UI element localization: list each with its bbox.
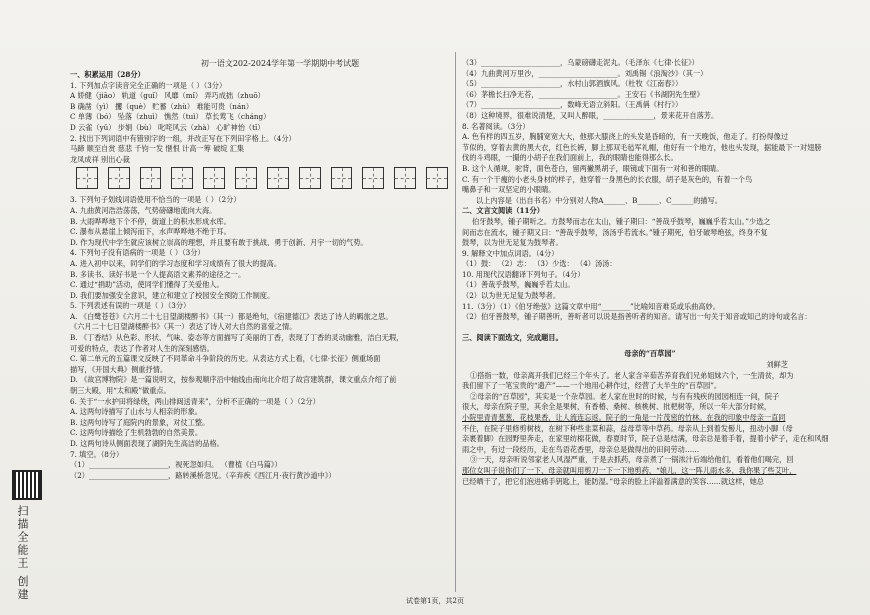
passage-line: A. 色有样的四五岁，胸脯宽宽大大，他那大膝浇上的头发是昏暗的，有一天晚饭，他走了。打扮得像过 bbox=[462, 132, 789, 142]
essay-paragraph: ①搭指一数，母亲离开我们已经三个年头了。老人家含辛茹苦养育我们兄弟姐妹六个，一生清贫，却为 bbox=[470, 370, 794, 380]
option-d: D. 这两句诗从侧面表现了湖阴先生高洁的品格。 bbox=[70, 439, 224, 448]
option-b-cont: 可爱的特点，表达了作者对人生的深刻感悟。 bbox=[70, 343, 214, 353]
option-d-cont: 朝三大殿，用“太和殿”做重点。 bbox=[70, 386, 171, 396]
essay-paragraph: 小院里青青葱葱，花枝果香，让人流连忘返。院子的一角是一片茂密的竹林。在我的印象中母亲一直同 bbox=[462, 413, 786, 422]
grid-cell[interactable] bbox=[331, 167, 353, 189]
section-heading: 二、文言文阅读（11分） bbox=[462, 206, 544, 216]
question-3: 3. 下列句子划线词语使用不恰当的一项是（ ）（2分） bbox=[70, 195, 241, 205]
scanner-watermark: 扫描全能王 创建 bbox=[16, 505, 29, 602]
option-a: A. 这两句诗描写了山水与人相亲的形象。 bbox=[70, 407, 202, 417]
question-2: 2. 找出下列词语中有错别字的一组，并改正写在下列田字格上。（4分） bbox=[70, 133, 296, 143]
right-column bbox=[462, 58, 838, 487]
question-5: 5. 下列表述有误的一项是（ ）（3分） bbox=[70, 301, 191, 311]
fill-blank[interactable]: （4）九曲黄河万里沙，______________________。刘禹锡《浪淘沙》（其一） bbox=[462, 68, 708, 78]
classical-text: 鼓琴，以为世无足复为鼓琴者。 bbox=[462, 238, 563, 248]
question-10: 10. 用现代汉语翻译下列句子。（4分） bbox=[462, 269, 585, 279]
option-a-cont: 《六月二十七日望湖楼醉书》（其一）表达了诗人对大自然的喜爱之情。 bbox=[70, 322, 297, 332]
tianzi-grid bbox=[76, 167, 448, 191]
essay-paragraph: 亲裹着脚）在园野里奔走，在家里纺棉花做，春夏时节，院子总是结满，母亲总是着手着，提着小铲子，走在和风细 bbox=[462, 434, 829, 444]
fill-blank[interactable]: （5）______________________，水村山郭酒旗风。（杜牧《江南春》） bbox=[462, 79, 683, 89]
passage-line: 节似的，穿着去黄的黑大衣，红色长裤，脚上那双毛毡军礼帽，他好有一个地方，他也头发现，据能最下一对翅膀 bbox=[462, 142, 822, 152]
fill-blank[interactable]: （1）______________________，视死忽如归。 （曹植《白马篇》） bbox=[70, 460, 282, 470]
option-c: C. 第二单元的五篇课文反映了不同革命斗争阶段的历史。从表达方式上看，《七律·长征》侧重场面 bbox=[70, 354, 381, 364]
question-6: 6. 关于“一水护田将绿绕，两山排闼送青来”，分析不正确的一项是（ ）（2分） bbox=[70, 396, 320, 406]
essay-author: 刘鲜芝 bbox=[766, 360, 788, 370]
grid-cell[interactable] bbox=[299, 167, 321, 189]
fill-blank[interactable]: （2）______________________，路转溪桥忽见。（辛弃疾《西江月·夜行黄沙道中》） bbox=[70, 470, 336, 480]
passage-line: C. 有一个干瘦的小老头身材的样子，他穿着一身黑色的长衣服，胡子是灰色的，有着一个鸟 bbox=[462, 174, 753, 184]
grid-cell[interactable] bbox=[171, 167, 193, 189]
option-a: A. 进入初中以来，同学们的学习态度和学习成绩有了很大的提高。 bbox=[70, 258, 282, 268]
fill-blank[interactable]: （8）这种境界，很难说清楚，又叫人醉眼，______________，景来花开自落芳。 bbox=[462, 110, 719, 120]
option-d: D. 作为现代中学生就应该树立崇高的理想，并且要有敢于挑战、勇于创新、月宇一切的气势。 bbox=[70, 237, 368, 247]
essay-paragraph: 那位女叫子说你们了一下，母亲就叫用剪刀一下一下地剪药，“娘儿，这一阵儿雨水多，我你果了些艾叶， bbox=[462, 465, 797, 475]
option-c: C. 这两句诗描绘了生机勃勃的自然美景。 bbox=[70, 428, 203, 438]
option-b: B. 这两句诗写了庭院内的景象，对仗工整。 bbox=[70, 417, 210, 427]
fill-blank[interactable]: （3）______________________，乌蒙磅礴走泥丸。（毛泽东《七律·长征》） bbox=[462, 58, 699, 67]
grid-cell[interactable] bbox=[267, 167, 289, 189]
fill-blank[interactable]: （6）茅檐长扫净无苔，______________________。王安石《书湖阴先生壁》 bbox=[462, 89, 704, 99]
grid-cell[interactable] bbox=[394, 167, 416, 189]
option-b: B 确凿（yì） 攫（què） 贮蓄（zhù） 难能可贵（nán） bbox=[70, 101, 254, 111]
option-a: A. 《白鹭苍苍》《六月二十七日望湖楼醉书》（其一）都是绝句，《宿建德江》表达了诗人的羁旅之思。 bbox=[70, 311, 393, 321]
essay-paragraph: 很大，母亲在院子里，其余全是果树，有香椿、桑树、核桃树、批杷树等，所以一年大部分时候， bbox=[462, 402, 772, 412]
fill-blank[interactable]: 以上内容是（出自书名）中分别对人物A______、B______、C______的描写。 bbox=[476, 195, 722, 205]
grid-cell[interactable] bbox=[235, 167, 257, 189]
option-d: D 云雀（yǔ） 步娟（bù） 叱咤风云（zhà） 心旷神怡（tǐ） bbox=[70, 122, 265, 132]
grid-cell[interactable] bbox=[362, 167, 384, 189]
passage-line: B. 这个人循规，驼背，面色苍白，留两撇黑胡子，眼镜或下面有一对和善的眼睛。 bbox=[462, 163, 724, 173]
passage-line: 嘴鼻子和一双坚定的小眼睛。 bbox=[462, 185, 556, 195]
word-list: 龙凤成祥 别出心裁 bbox=[70, 154, 130, 164]
option-c: C 单薄（bó） 坠落（zhuì） 憔然（tuì） 草长莺飞（cháng） bbox=[70, 112, 271, 122]
option-a: A 娇健（jiāo） 轨道（guǐ） 风靡（mǐ） 弄巧成拙（zhuō） bbox=[70, 91, 265, 101]
essay-paragraph: 我们留下了一笔宝贵的“遗产”——一个地用心耕作过，经营了大半生的“百草园”。 bbox=[462, 381, 722, 391]
question-11-part2: （2）伯牙善鼓琴，锺子期善听，善听者可以说是指善听者的知音。请写出一句关于知音或知己的诗句或名言： bbox=[462, 312, 812, 322]
essay-paragraph: 雨之中，有过一段经历，走在鸟语花香里，母亲总是做得出的田间劳动…… bbox=[462, 444, 700, 454]
question-9: 9. 解释文中加点词语。（4分） bbox=[462, 248, 559, 258]
question-11: 11.（3分）（1）《伯牙绝弦》这篇文章中用“________”比喻知音难觅或乐曲高妙。 bbox=[462, 301, 720, 311]
option-a: A. 九曲黄河浩浩荡荡，气势磅礴地流向大海。 bbox=[70, 205, 217, 215]
essay-paragraph: ②母亲的“百草园”，其实是一个杂草园。老人家在世时的时候，与有有残疾的园园相连一间，院子 bbox=[470, 391, 780, 401]
option-b: B. 多读书、读好书是一个人提高语文素养的途径之一。 bbox=[70, 269, 246, 279]
fill-blank[interactable]: （7）______________________，数峰无语立斜阳。（王禹偁《村行》） bbox=[462, 100, 683, 110]
left-column bbox=[70, 70, 448, 481]
classical-text: 间而志在流水，锺子期又曰：“善哉乎鼓琴，汤汤乎若流水。”锺子期死，伯牙破琴绝弦，终身不复 bbox=[462, 227, 768, 237]
grid-cell[interactable] bbox=[76, 167, 98, 189]
translate-sentence: （2）以为世无足复为鼓琴者。 bbox=[462, 291, 561, 301]
essay-paragraph: 已经晒干了，把它们泡进痛手钥匙上，能防湿。”母亲的脸上洋溢着满意的笑容……就这样，她总 bbox=[462, 476, 764, 486]
section-heading: 一、积累运用（28分） bbox=[70, 70, 145, 79]
essay-paragraph: 不住，在院子里修剪树枝，在树下种些韭菜和蒜，益母草等中草药。母亲从上到着发髻儿，扭动小脚（母 bbox=[462, 423, 793, 433]
translate-sentence: （1）善哉乎鼓琴，巍巍乎若太山。 bbox=[462, 280, 575, 290]
grid-cell[interactable] bbox=[426, 167, 448, 189]
question-7: 7. 填空。（8分） bbox=[70, 449, 124, 459]
grid-cell[interactable] bbox=[203, 167, 225, 189]
option-d: D. 《故宫博物院》是一篇说明文，按参观顺序沿中轴线由南向北介绍了故宫建筑群，课文重点介绍了前 bbox=[70, 375, 397, 385]
grid-cell[interactable] bbox=[108, 167, 130, 189]
question-4: 4. 下列句子没有语病的一项是（ ）（3分） bbox=[70, 248, 205, 258]
qr-code-icon bbox=[12, 470, 42, 500]
question-8: 8. 名著阅读。（3分） bbox=[462, 121, 530, 131]
column-divider bbox=[455, 52, 456, 592]
section-heading: 三、阅读下面选文，完成题目。 bbox=[462, 332, 563, 342]
grid-cell[interactable] bbox=[140, 167, 162, 189]
option-c: C. 通过“捐助”活动，使同学们懂得了关爱他人。 bbox=[70, 280, 224, 290]
essay-title: 母亲的“百草园” bbox=[624, 349, 676, 359]
option-b: B. 大雨哗哗地下个不停，街道上的积水形成水库。 bbox=[70, 216, 231, 226]
passage-line: 伐的斗鸡眼，一撮的小胡子在我们面前上，我的眼睛也能得那么长。 bbox=[462, 153, 678, 163]
classical-text: 伯牙鼓琴，锺子期听之。方鼓琴而志在太山，锺子期曰：“善哉乎鼓琴，巍巍乎若太山。”少选之 bbox=[472, 216, 771, 226]
option-c: C. 瀑布从悬崖上倾泻而下，水声哗哗地不绝于耳。 bbox=[70, 227, 231, 237]
page-title: 初一语文202-2024学年第一学期期中考试题 bbox=[200, 59, 360, 68]
option-b: B. 《丁香结》从色彩、形状、气味、姿态等方面描写了美丽的丁香，表现了丁香的灵动幽雅，洁白无瑕， bbox=[70, 333, 404, 343]
option-d: D. 我们要加强安全意识，建立和建立了校园安全预防工作制度。 bbox=[70, 290, 275, 300]
fill-blank[interactable]: （1）鼓： （2）志： （3）少选： （4）汤汤： bbox=[462, 259, 617, 269]
option-c-cont: 描写，《开国大典》侧重抒情。 bbox=[70, 364, 168, 374]
essay-paragraph: ③一天，母亲听说邻家老人风湿严重，于是去抓药，母亲煮了一锅浓汁后端给他们，看着他们喝完，回 bbox=[470, 455, 794, 465]
question-1: 1. 下列加点字读音完全正确的一项是（ ）（3分） bbox=[70, 80, 227, 90]
page-footer: 试卷第1页，共2页 bbox=[406, 597, 464, 605]
word-list: 马蹄 顺至自赏 慈悲 千钧一发 惬恨 计高一筹 破绽 汇集 bbox=[70, 144, 245, 154]
